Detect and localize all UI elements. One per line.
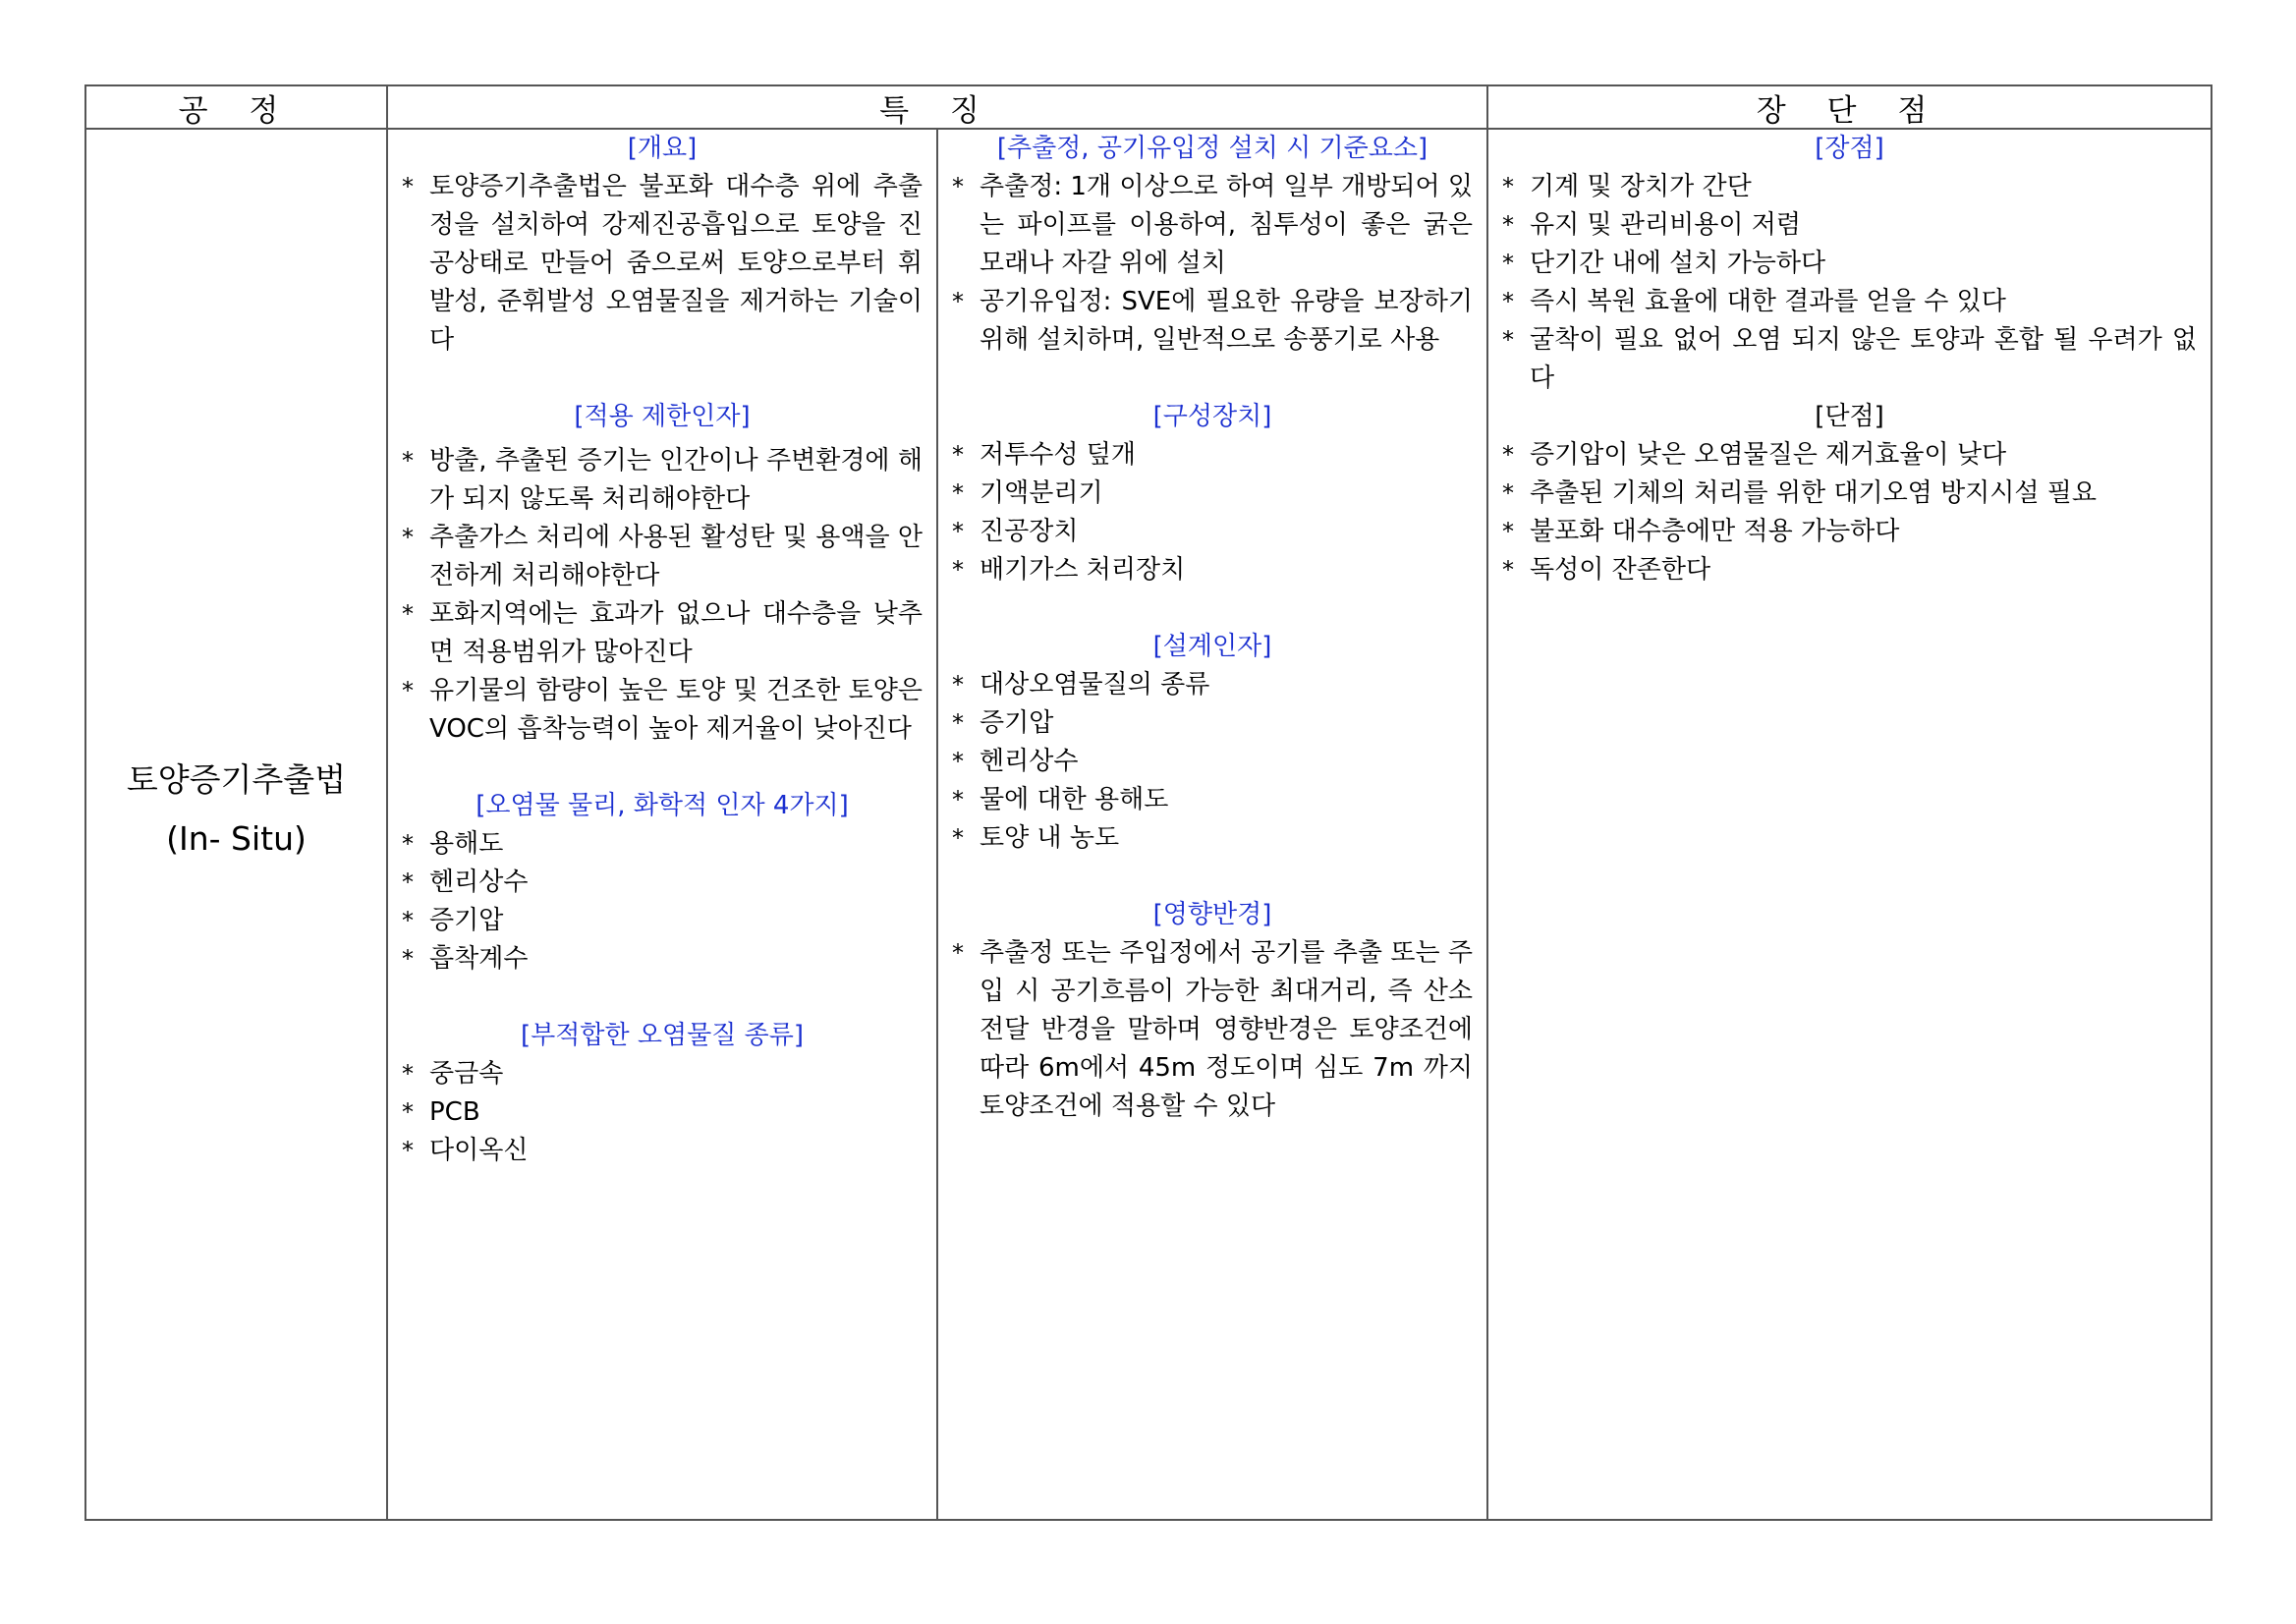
bullet-star: * bbox=[1502, 288, 1514, 315]
list-item-text: 기계 및 장치가 간단 bbox=[1530, 172, 1752, 201]
list-item-text: 추출정 또는 주입정에서 공기를 추출 또는 주입 시 공기흐름이 가능한 최대거리, 즉 산소전달 반경을 말하며 영향반경은 토양조건에 따라 6m에서 45m 정도이며 심도 7m 까지 토양조건에 적용할 수 있다 bbox=[980, 938, 1473, 1121]
list-item-text: 흡착계수 bbox=[429, 944, 529, 974]
bullet-star: * bbox=[952, 173, 964, 200]
bullet-star: * bbox=[1502, 173, 1514, 200]
bullet-star: * bbox=[402, 600, 414, 628]
bullet-star: * bbox=[952, 518, 964, 545]
list-item-text: 헨리상수 bbox=[429, 868, 529, 897]
bullet-star: * bbox=[402, 945, 414, 973]
list-item-text: 기액분리기 bbox=[980, 478, 1103, 508]
bullet-star: * bbox=[952, 288, 964, 315]
list-item-text: 즉시 복원 효율에 대한 결과를 얻을 수 있다 bbox=[1530, 287, 2006, 316]
bullet-star: * bbox=[952, 709, 964, 737]
list-item bbox=[402, 1093, 923, 1132]
bullet-star: * bbox=[952, 786, 964, 813]
list-item-text: PCB bbox=[429, 1097, 480, 1127]
list-components bbox=[952, 436, 1473, 589]
bullet-star: * bbox=[1502, 211, 1514, 239]
process-cell bbox=[86, 130, 388, 1519]
list-item-text: 다이옥신 bbox=[429, 1136, 529, 1165]
list-item bbox=[952, 666, 1473, 704]
list-item bbox=[402, 864, 923, 902]
bullet-star: * bbox=[402, 1137, 414, 1164]
process-table bbox=[84, 84, 2212, 1521]
list-item-text: 증기압이 낮은 오염물질은 제거효율이 낮다 bbox=[1530, 440, 2007, 470]
pros-cons-column bbox=[1488, 130, 2211, 1519]
list-item-text: 추출된 기체의 처리를 위한 대기오염 방지시설 필요 bbox=[1530, 478, 2098, 508]
list-item-text: 토양증기추출법은 불포화 대수층 위에 추출정을 설치하여 강제진공흡입으로 토양을 진공상태로 만들어 줌으로써 토양으로부터 휘발성, 준휘발성 오염물질을 제거하는 기술이다 bbox=[429, 172, 923, 355]
bullet-star: * bbox=[402, 830, 414, 858]
list-item bbox=[1502, 283, 2197, 321]
list-item bbox=[1502, 245, 2197, 283]
bullet-star: * bbox=[402, 447, 414, 475]
list-item-text: 단기간 내에 설치 가능하다 bbox=[1530, 249, 1826, 278]
list-pros bbox=[1502, 168, 2197, 398]
list-item-text: 공기유입정: SVE에 필요한 유량을 보장하기 위해 설치하며, 일반적으로 송풍기로 사용 bbox=[980, 287, 1473, 355]
list-item-text: 헨리상수 bbox=[980, 747, 1079, 776]
section-title-wells: [추출정, 공기유입정 설치 시 기준요소] bbox=[996, 134, 1428, 163]
bullet-star: * bbox=[1502, 556, 1514, 584]
list-item-text: 증기압 bbox=[980, 708, 1054, 738]
list-limits bbox=[402, 442, 923, 749]
list-item bbox=[952, 513, 1473, 551]
list-factors bbox=[402, 825, 923, 979]
list-item-text: 불포화 대수층에만 적용 가능하다 bbox=[1530, 517, 1900, 546]
list-item-text: 추출정: 1개 이상으로 하여 일부 개방되어 있는 파이프를 이용하여, 침투성이 좋은 굵은 모래나 자갈 위에 설치 bbox=[980, 172, 1473, 278]
list-item bbox=[1502, 206, 2197, 245]
bullet-star: * bbox=[952, 939, 964, 967]
list-item-text: 물에 대한 용해도 bbox=[980, 785, 1169, 814]
section-title-pros: [장점] bbox=[1815, 134, 1884, 163]
list-item bbox=[402, 940, 923, 979]
section-title-cons: [단점] bbox=[1815, 402, 1884, 431]
list-item-text: 배기가스 처리장치 bbox=[980, 555, 1186, 585]
list-item bbox=[1502, 551, 2197, 589]
list-item bbox=[402, 902, 923, 940]
bullet-star: * bbox=[952, 748, 964, 775]
bullet-star: * bbox=[952, 441, 964, 469]
list-cons bbox=[1502, 436, 2197, 589]
list-item bbox=[402, 672, 923, 749]
list-item-text: 중금속 bbox=[429, 1059, 504, 1089]
list-item bbox=[402, 1055, 923, 1093]
section-title-factors: [오염물 물리, 화학적 인자 4가지] bbox=[476, 791, 849, 820]
list-item bbox=[952, 436, 1473, 475]
list-unsuitable bbox=[402, 1055, 923, 1170]
bullet-star: * bbox=[1502, 250, 1514, 277]
list-item bbox=[1502, 321, 2197, 398]
list-item bbox=[952, 475, 1473, 513]
list-radius bbox=[952, 934, 1473, 1126]
bullet-star: * bbox=[402, 173, 414, 200]
list-item bbox=[1502, 168, 2197, 206]
list-item-text: 유지 및 관리비용이 저렴 bbox=[1530, 210, 1801, 240]
header-features: 특 징 bbox=[388, 86, 1488, 128]
list-item bbox=[952, 819, 1473, 858]
process-name: 토양증기추출법 bbox=[126, 760, 347, 799]
table-body-row bbox=[86, 130, 2211, 1519]
list-item bbox=[402, 595, 923, 672]
section-title-overview: [개요] bbox=[627, 134, 698, 163]
list-item-text: 대상오염물질의 종류 bbox=[980, 670, 1210, 700]
list-item-text: 진공장치 bbox=[980, 517, 1079, 546]
list-item bbox=[1502, 436, 2197, 475]
section-title-design: [설계인자] bbox=[1152, 632, 1272, 661]
bullet-star: * bbox=[952, 556, 964, 584]
list-item bbox=[952, 743, 1473, 781]
list-item-text: 독성이 잔존한다 bbox=[1530, 555, 1711, 585]
section-title-radius: [영향반경] bbox=[1152, 900, 1272, 929]
list-item-text: 방출, 추출된 증기는 인간이나 주변환경에 해가 되지 않도록 처리해야한다 bbox=[429, 446, 923, 514]
header-pros-cons: 장 단 점 bbox=[1756, 92, 1943, 129]
list-overview bbox=[402, 168, 923, 360]
list-design bbox=[952, 666, 1473, 858]
section-title-limits: [적용 제한인자] bbox=[574, 402, 751, 431]
list-item bbox=[402, 442, 923, 519]
list-item-text: 굴착이 필요 없어 오염 되지 않은 토양과 혼합 될 우려가 없다 bbox=[1530, 325, 2197, 393]
bullet-star: * bbox=[952, 479, 964, 507]
list-item bbox=[952, 283, 1473, 360]
list-item-text: 유기물의 함량이 높은 토양 및 건조한 토양은 VOC의 흡착능력이 높아 제거율이 낮아진다 bbox=[429, 676, 923, 744]
bullet-star: * bbox=[1502, 441, 1514, 469]
list-wells bbox=[952, 168, 1473, 360]
bullet-star: * bbox=[1502, 518, 1514, 545]
bullet-star: * bbox=[402, 907, 414, 934]
list-item bbox=[1502, 513, 2197, 551]
list-item-text: 토양 내 농도 bbox=[980, 823, 1120, 853]
table-header-row bbox=[86, 86, 2211, 130]
list-item bbox=[402, 825, 923, 864]
list-item-text: 저투수성 덮개 bbox=[980, 440, 1136, 470]
list-item bbox=[402, 519, 923, 595]
bullet-star: * bbox=[1502, 479, 1514, 507]
list-item-text: 포화지역에는 효과가 없으나 대수층을 낮추면 적용범위가 많아진다 bbox=[429, 599, 923, 667]
section-title-unsuitable: [부적합한 오염물질 종류] bbox=[521, 1021, 804, 1050]
list-item bbox=[402, 168, 923, 360]
list-item bbox=[1502, 475, 2197, 513]
bullet-star: * bbox=[1502, 326, 1514, 354]
list-item bbox=[952, 934, 1473, 1126]
bullet-star: * bbox=[402, 1098, 414, 1126]
bullet-star: * bbox=[402, 677, 414, 704]
section-title-components: [구성장치] bbox=[1152, 402, 1272, 431]
bullet-star: * bbox=[952, 671, 964, 699]
features-column-2 bbox=[938, 130, 1488, 1519]
list-item-text: 증기압 bbox=[429, 906, 504, 935]
bullet-star: * bbox=[952, 824, 964, 852]
bullet-star: * bbox=[402, 868, 414, 896]
list-item bbox=[952, 551, 1473, 589]
bullet-star: * bbox=[402, 524, 414, 551]
list-item bbox=[952, 704, 1473, 743]
features-column-1 bbox=[388, 130, 938, 1519]
header-process: 공 정 bbox=[86, 86, 388, 128]
list-item bbox=[952, 168, 1473, 283]
list-item bbox=[952, 781, 1473, 819]
list-item-text: 추출가스 처리에 사용된 활성탄 및 용액을 안전하게 처리해야한다 bbox=[429, 523, 923, 590]
list-item bbox=[402, 1132, 923, 1170]
process-subtitle: (In- Situ) bbox=[166, 819, 307, 858]
bullet-star: * bbox=[402, 1060, 414, 1088]
list-item-text: 용해도 bbox=[429, 829, 504, 859]
